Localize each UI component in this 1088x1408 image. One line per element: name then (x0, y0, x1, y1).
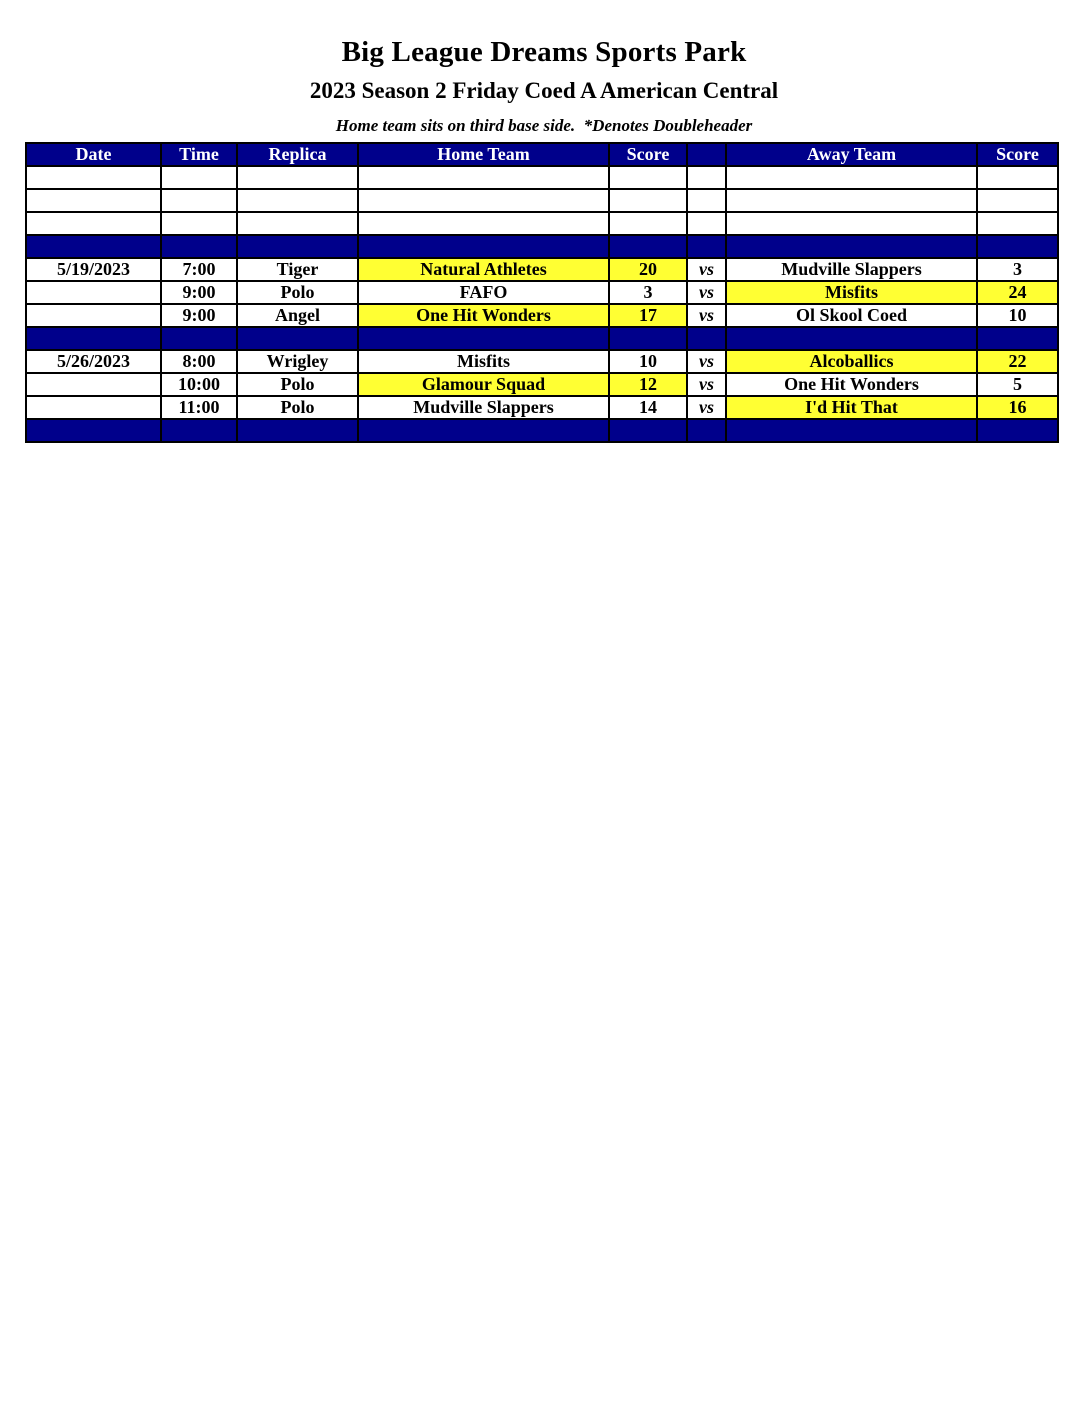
time-cell (161, 189, 237, 212)
away-score-cell (977, 235, 1058, 258)
vs-cell (687, 166, 726, 189)
time-cell (161, 166, 237, 189)
separator-row (26, 235, 1058, 258)
away-team-cell: Misfits (726, 281, 977, 304)
replica-cell: Polo (237, 373, 358, 396)
replica-cell (237, 419, 358, 442)
col-header-away-team: Away Team (726, 143, 977, 166)
home-team-cell (358, 189, 609, 212)
replica-cell: Polo (237, 281, 358, 304)
replica-cell (237, 327, 358, 350)
away-score-cell (977, 212, 1058, 235)
home-score-cell (609, 235, 687, 258)
time-cell: 11:00 (161, 396, 237, 419)
home-score-cell: 14 (609, 396, 687, 419)
away-score-cell (977, 166, 1058, 189)
vs-cell: vs (687, 396, 726, 419)
away-team-cell: One Hit Wonders (726, 373, 977, 396)
time-cell (161, 327, 237, 350)
home-score-cell: 17 (609, 304, 687, 327)
home-team-cell (358, 212, 609, 235)
away-team-cell (726, 166, 977, 189)
col-header-vs (687, 143, 726, 166)
home-team-cell: Mudville Slappers (358, 396, 609, 419)
away-team-cell: Mudville Slappers (726, 258, 977, 281)
home-score-cell (609, 212, 687, 235)
time-cell: 9:00 (161, 304, 237, 327)
col-header-replica: Replica (237, 143, 358, 166)
vs-cell: vs (687, 350, 726, 373)
replica-cell (237, 235, 358, 258)
time-cell: 9:00 (161, 281, 237, 304)
vs-cell: vs (687, 258, 726, 281)
away-team-cell: Ol Skool Coed (726, 304, 977, 327)
away-score-cell (977, 419, 1058, 442)
page-subtitle: 2023 Season 2 Friday Coed A American Central (309, 78, 779, 103)
table-row (26, 350, 1058, 373)
schedule-table (25, 142, 1059, 443)
away-score-cell (977, 327, 1058, 350)
home-team-cell (358, 235, 609, 258)
away-score-cell (977, 189, 1058, 212)
date-cell (26, 166, 161, 189)
away-team-cell (726, 419, 977, 442)
replica-cell (237, 212, 358, 235)
vs-cell (687, 327, 726, 350)
home-score-cell (609, 189, 687, 212)
table-row (26, 281, 1058, 304)
home-score-cell: 12 (609, 373, 687, 396)
replica-cell: Wrigley (237, 350, 358, 373)
time-cell (161, 212, 237, 235)
time-cell (161, 235, 237, 258)
away-score-cell: 3 (977, 258, 1058, 281)
home-team-cell: FAFO (358, 281, 609, 304)
header-row (26, 143, 1058, 166)
col-header-home-score: Score (609, 143, 687, 166)
time-cell: 7:00 (161, 258, 237, 281)
home-team-cell: Glamour Squad (358, 373, 609, 396)
home-team-cell: Misfits (358, 350, 609, 373)
vs-cell: vs (687, 373, 726, 396)
table-row (26, 373, 1058, 396)
blank-row (26, 166, 1058, 189)
time-cell: 8:00 (161, 350, 237, 373)
date-cell (26, 419, 161, 442)
home-score-cell (609, 419, 687, 442)
away-score-cell: 24 (977, 281, 1058, 304)
page-title: Big League Dreams Sports Park (341, 36, 747, 68)
vs-cell (687, 189, 726, 212)
time-cell (161, 419, 237, 442)
col-header-away-score: Score (977, 143, 1058, 166)
separator-row (26, 327, 1058, 350)
blank-row (26, 212, 1058, 235)
blank-row (26, 189, 1058, 212)
date-cell: 5/19/2023 (26, 258, 161, 281)
replica-cell (237, 189, 358, 212)
col-header-home-team: Home Team (358, 143, 609, 166)
away-score-cell: 5 (977, 373, 1058, 396)
replica-cell (237, 166, 358, 189)
date-cell: 5/26/2023 (26, 350, 161, 373)
home-score-cell (609, 166, 687, 189)
vs-cell (687, 419, 726, 442)
date-cell (26, 235, 161, 258)
date-cell (26, 304, 161, 327)
table-row (26, 258, 1058, 281)
date-cell (26, 327, 161, 350)
home-team-cell: One Hit Wonders (358, 304, 609, 327)
vs-cell: vs (687, 304, 726, 327)
vs-cell: vs (687, 281, 726, 304)
vs-cell (687, 212, 726, 235)
replica-cell: Tiger (237, 258, 358, 281)
schedule-body (26, 166, 1058, 442)
replica-cell: Angel (237, 304, 358, 327)
home-team-cell (358, 327, 609, 350)
home-team-cell (358, 166, 609, 189)
separator-row (26, 419, 1058, 442)
date-cell (26, 281, 161, 304)
away-score-cell: 16 (977, 396, 1058, 419)
time-cell: 10:00 (161, 373, 237, 396)
schedule-note: Home team sits on third base side. *Denotes Doubleheader (335, 116, 753, 135)
away-team-cell (726, 327, 977, 350)
table-row (26, 304, 1058, 327)
date-cell (26, 396, 161, 419)
home-team-cell: Natural Athletes (358, 258, 609, 281)
date-cell (26, 373, 161, 396)
away-team-cell: Alcoballics (726, 350, 977, 373)
table-row (26, 396, 1058, 419)
away-team-cell: I'd Hit That (726, 396, 977, 419)
away-score-cell: 22 (977, 350, 1058, 373)
away-team-cell (726, 189, 977, 212)
col-header-time: Time (161, 143, 237, 166)
home-score-cell: 20 (609, 258, 687, 281)
date-cell (26, 212, 161, 235)
away-team-cell (726, 235, 977, 258)
date-cell (26, 189, 161, 212)
home-score-cell: 3 (609, 281, 687, 304)
col-header-date: Date (26, 143, 161, 166)
away-team-cell (726, 212, 977, 235)
vs-cell (687, 235, 726, 258)
away-score-cell: 10 (977, 304, 1058, 327)
replica-cell: Polo (237, 396, 358, 419)
home-team-cell (358, 419, 609, 442)
home-score-cell: 10 (609, 350, 687, 373)
home-score-cell (609, 327, 687, 350)
